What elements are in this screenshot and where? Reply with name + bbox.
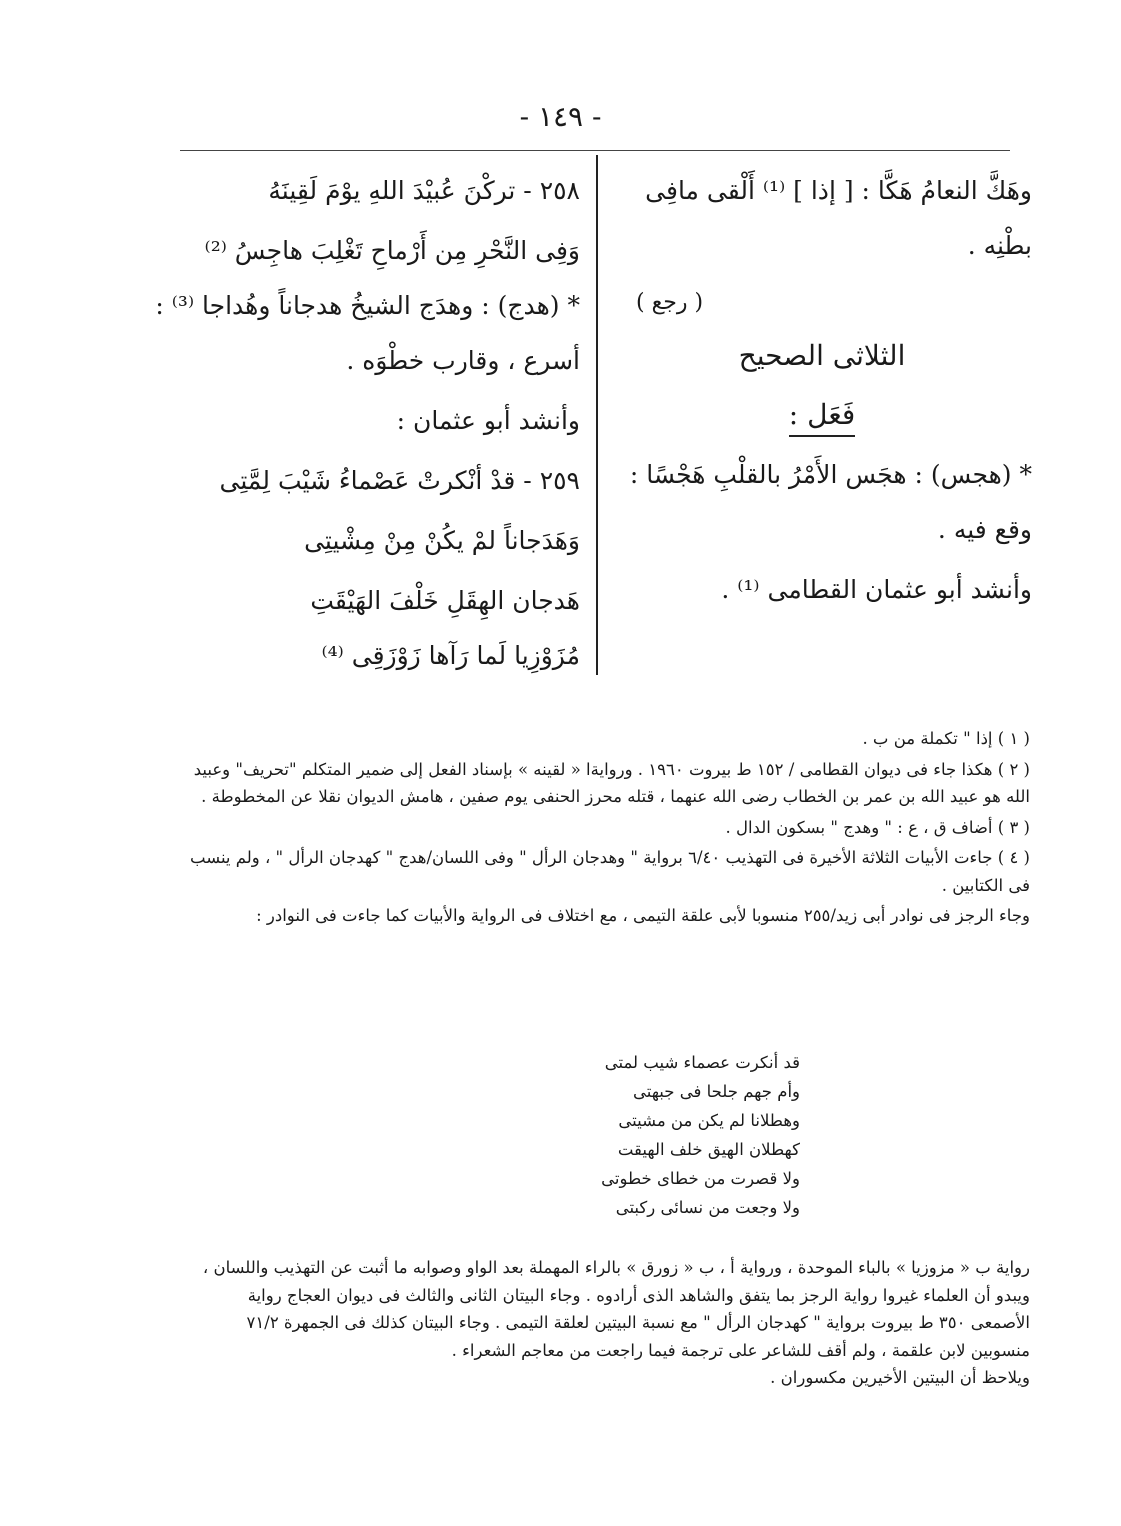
quoted-poem xyxy=(540,1048,800,1222)
closing-notes xyxy=(185,1254,1030,1392)
footnotes xyxy=(185,725,1030,933)
poem-line: وهطلانا لم يكن من مشيتى xyxy=(618,1111,800,1130)
poem-line: ولا قصرت من خطاى خطوتى xyxy=(601,1169,800,1188)
verse-line: ٢٥٩ - قدْ أنْكرتْ عَصْماءُ شَيْبَ لِمَّتِى xyxy=(219,466,580,495)
entry-line: * (هدج) : وهدَج الشيخُ هدجاناً وهُداجا ⁽³⁾ : xyxy=(155,291,580,320)
poem-line: قد أنكرت عصماء شيب لمتى xyxy=(604,1053,800,1072)
recite-line: وأنشد أبو عثمان : xyxy=(396,406,580,435)
header-rule xyxy=(180,150,1010,151)
note-paragraph: ويلاحظ أن البيتين الأخيرين مكسوران . xyxy=(770,1368,1030,1387)
column-divider xyxy=(596,155,598,675)
poem-line: ولا وجعت من نسائى ركبتى xyxy=(615,1198,800,1217)
verse-line: هَدجان الهِقَلِ خَلْفَ الهَيْقَتِ xyxy=(310,586,580,615)
entry-line: أسرع ، وقارب خطْوَه . xyxy=(346,346,580,375)
verse-line: وَهَدَجاناً لمْ يكُنْ مِنْ مِشْيتِى xyxy=(304,526,580,555)
verse-line: مُزَوْزِيا لَما رَآها زَوْزَقِى ⁽⁴⁾ xyxy=(321,641,580,670)
pattern-title xyxy=(612,398,1032,431)
footnote: ( ١ ) إذا " تكملة من ب . xyxy=(862,729,1030,748)
poem-line: وأم جهم جلحا فى جبهتى xyxy=(632,1082,800,1101)
footnote: وجاء الرجز فى نوادر أبى زيد/٢٥٥ منسوبا لأبى علقة التيمى ، مع اختلاف فى الرواية والأبيات كما جاءت فى النوادر : xyxy=(256,906,1030,925)
verse-line: وَفِى النَّحْرِ مِن أَرْماحِ تَغْلِبَ هاجِسُ ⁽²⁾ xyxy=(204,236,580,265)
verse-line: ٢٥٨ - تركْنَ عُبيْدَ اللهِ يوْمَ لَقِينَهُ xyxy=(268,176,580,205)
root-title: ( رجع ) xyxy=(636,290,704,315)
entry-line: وقع فيه . xyxy=(937,515,1032,544)
pattern-title-text: فَعَل : xyxy=(789,398,855,437)
page-number: - ١٤٩ - xyxy=(519,100,602,133)
text-line: وهَكَّ النعامُ هَكَّا : [ إذا ] ⁽¹⁾ أَلْقى مافِى xyxy=(645,176,1032,205)
poem-line: كهطلان الهيق خلف الهيقت xyxy=(617,1140,800,1159)
right-column xyxy=(612,175,1032,634)
entry-line: * (هجس) : هجَس الأَمْرُ بالقلْبِ هَجْسًا : xyxy=(629,460,1032,489)
note-paragraph: رواية ب « مزوزيا » بالباء الموحدة ، ورواية أ ، ب « زورق » بالراء المهملة بعد الواو وصوابه ما أثبت عن التهذيب واللسان ، ويبدو أن العلماء غيروا رواية الرجز بما يتفق والشاهد الذى أرادوه . وجاء البيتان الثانى والثالث فى ديوان العجاج رواية الأصمعى ٣٥٠ ط بيروت برواية " كهدجان الرأل " مع نسبة البيتين لعلقة التيمى . وجاء البيتان كذلك فى الجمهرة ٧١/٢ منسوبين لابن علقمة ، ولم أقف للشاعر على ترجمة فيما راجعت من معاجم الشعراء . xyxy=(202,1258,1030,1360)
section-title: الثلاثى الصحيح xyxy=(738,339,906,372)
footnote: ( ٣ ) أضاف ق ، ع : " وهدج " بسكون الدال . xyxy=(725,817,1030,837)
text-line: بطْنِه . xyxy=(967,231,1032,260)
left-column xyxy=(155,175,580,700)
recite-line: وأنشد أبو عثمان القطامى ⁽¹⁾ . xyxy=(721,575,1032,604)
footnote: ( ٢ ) هكذا جاء فى ديوان القطامى / ١٥٢ ط بيروت ١٩٦٠ . وروايةا « لقينه » بإسناد الفعل إلى ضمير المتكلم "تحريف" وعبيد الله هو عبيد الله بن عمر بن الخطاب رضى الله عنهما ، قتله محرز الحنفى يوم صفين ، هامش الديوان نقلا عن المخطوطة . xyxy=(193,759,1030,806)
footnote: ( ٤ ) جاءت الأبيات الثلاثة الأخيرة فى التهذيب ٦/٤٠ برواية " وهدجان الرأل " وفى اللسان/هدج " كهدجان الرأل " ، ولم ينسب فى الكتابين . xyxy=(190,848,1030,895)
